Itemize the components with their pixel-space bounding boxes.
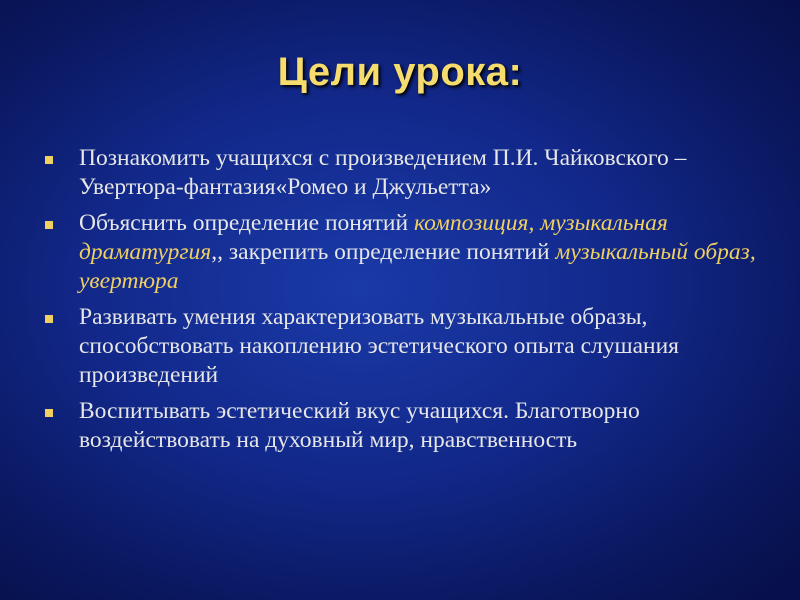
slide-title: Цели урока: (277, 50, 523, 94)
bullet-text: Воспитывать эстетический вкус учащихся. Благотворно воздействовать на духовный мир, нравственность (79, 398, 640, 453)
goals-list (44, 144, 764, 462)
square-bullet-icon (45, 409, 53, 417)
list-item (44, 303, 764, 390)
bullet-text: Познакомить учащихся с произведением П.И. Чайковского – Увертюра-фантазия«Ромео и Джульетта» (79, 145, 687, 200)
bullet-text: Развивать умения характеризовать музыкальные образы, способствовать накоплению эстетического опыта слушания произведений (79, 304, 679, 388)
square-bullet-icon (45, 315, 53, 323)
term-highlight: композиция, музыкальная драматургия (79, 210, 668, 265)
term-highlight: музыкальный образ, увертюра (79, 239, 756, 294)
square-bullet-icon (45, 156, 53, 164)
bullet-text: ,, закрепить определение понятий (211, 239, 556, 265)
square-bullet-icon (45, 221, 53, 229)
bullet-text: Объяснить определение понятий (79, 210, 414, 236)
list-item (44, 397, 764, 455)
list-item (44, 209, 764, 296)
list-item (44, 144, 764, 202)
